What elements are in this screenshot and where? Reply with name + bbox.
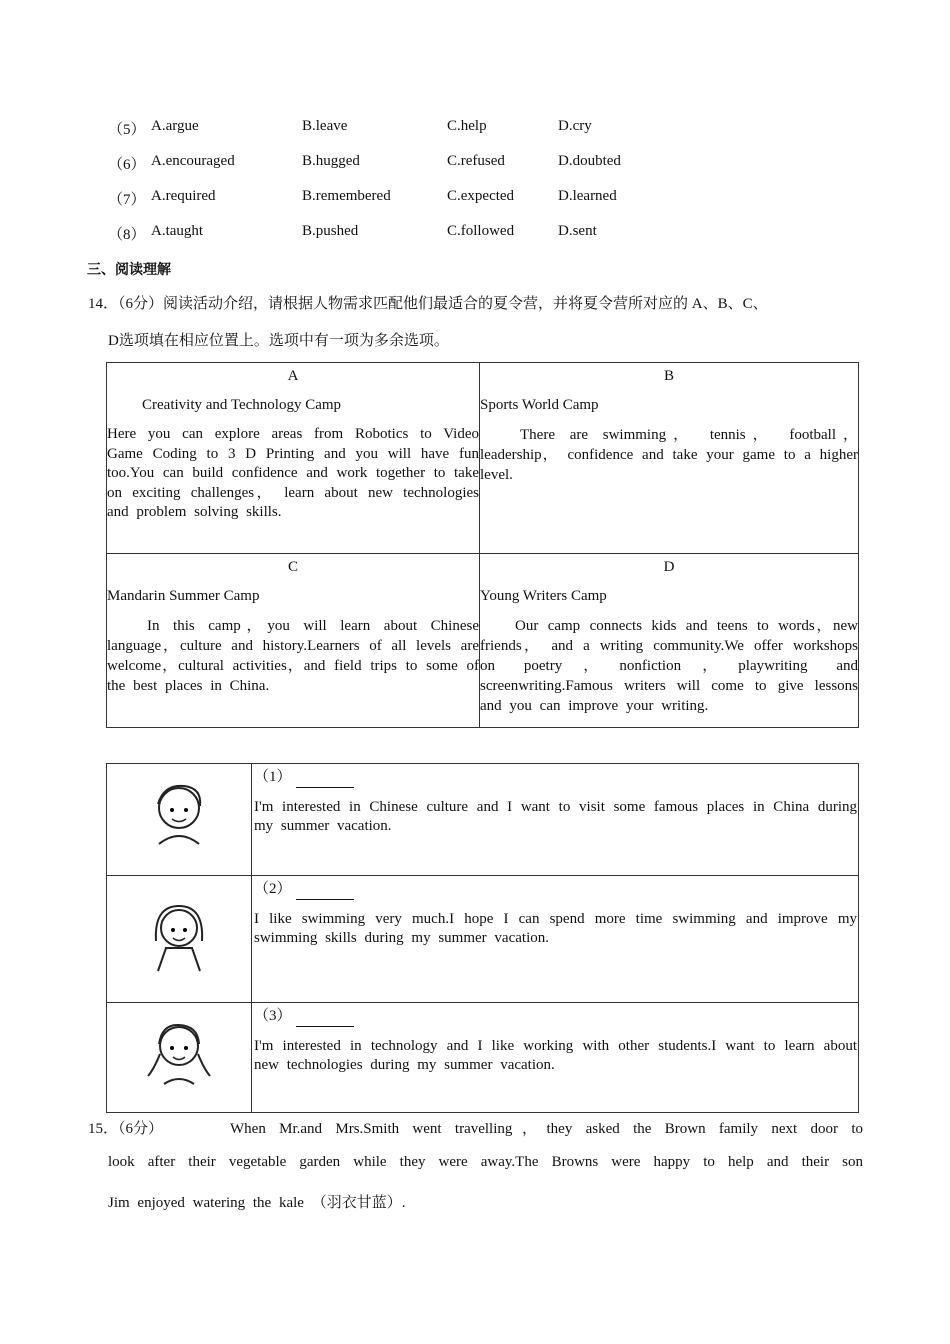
camp-letter: D	[663, 559, 675, 575]
option-num: （5）	[108, 122, 146, 138]
q15-line1: When Mr.and Mrs.Smith went travelling，they asked the Brown family next door to	[230, 1121, 863, 1137]
answer-blank[interactable]	[296, 773, 354, 788]
camp-description: Here you can explore areas from Robotics to Video Game Coding to 3 D Printing and you will have fun too.You can build confidence and work together to take on exciting challenges， learn about new technologies and problem solving skills.	[107, 426, 479, 520]
girl-short-hair-portrait-icon	[144, 896, 214, 976]
camp-letter: A	[287, 368, 299, 384]
girl-braids-portrait-icon	[144, 1014, 214, 1094]
option-d: D.sent	[558, 223, 597, 239]
person-need-cell	[252, 1003, 859, 1113]
option-num: （8）	[108, 227, 146, 243]
camp-description: In this camp，you will learn about Chinese language，culture and history.Learners of all levels are welcome，cultural activities，and field trips to some of the best places in China.	[107, 618, 479, 694]
option-b: B.pushed	[302, 223, 359, 239]
answer-blank[interactable]	[296, 1012, 354, 1027]
answer-blank[interactable]	[296, 885, 354, 900]
option-d: D.learned	[558, 188, 617, 204]
option-c: C.refused	[447, 153, 505, 169]
q15-number: 15．（6分）	[88, 1121, 164, 1137]
person-row	[107, 876, 859, 1003]
option-b: B.remembered	[302, 188, 391, 204]
option-num: （6）	[108, 157, 146, 173]
option-a: A.taught	[151, 223, 204, 239]
camp-description: Our camp connects kids and teens to words，new friends， and a writing community.We offer workshops on poetry，nonfiction，playwriting and screenwriting.Famous writers will come to give lessons and you can improve your writing.	[480, 618, 858, 714]
camp-description: There are swimming， tennis， football， leadership， confidence and take your game to a higher level.	[480, 427, 858, 483]
camp-title: Mandarin Summer Camp	[107, 587, 260, 604]
q15-line3: Jim enjoyed watering the kale （羽衣甘蓝）.	[108, 1195, 406, 1211]
person-need-text: I like swimming very much.I hope I can spend more time swimming and improve my swimming skills during my summer vacation.	[254, 910, 857, 946]
option-b: B.leave	[302, 118, 348, 134]
q14-instruction-line2: D选项填在相应位置上。选项中有一项为多余选项。	[108, 333, 449, 349]
option-a: A.argue	[151, 118, 199, 134]
option-c: C.followed	[447, 223, 515, 239]
option-b: B.hugged	[302, 153, 360, 169]
option-c: C.expected	[447, 188, 515, 204]
option-a: A.encouraged	[151, 153, 235, 169]
option-a: A.required	[151, 188, 216, 204]
camp-c-cell	[107, 554, 480, 728]
q15-line2: look after their vegetable garden while they were away.The Browns were happy to help and their son	[108, 1154, 863, 1170]
answer-number: （3）	[254, 1008, 292, 1024]
camp-letter: B	[663, 368, 674, 384]
portrait-cell	[107, 1003, 252, 1113]
person-need-text: I'm interested in Chinese culture and I want to visit some famous places in China during my summer vacation.	[254, 798, 857, 834]
section-heading: 三、阅读理解	[87, 262, 171, 278]
camp-title: Creativity and Technology Camp	[142, 396, 342, 413]
camp-d-cell	[480, 554, 859, 728]
portrait-cell	[107, 876, 252, 1003]
camp-letter: C	[287, 559, 298, 575]
portrait-cell	[107, 764, 252, 876]
q14-instruction-line1: 14．（6分）阅读活动介绍，请根据人物需求匹配他们最适合的夏令营，并将夏令营所对应的 A、B、C、	[88, 296, 768, 312]
camp-a-cell	[107, 363, 480, 554]
person-need-text: I'm interested in technology and I like working with other students.I want to learn about new technologies during my summer vacation.	[254, 1037, 857, 1073]
camp-title: Young Writers Camp	[480, 587, 607, 604]
person-row	[107, 1003, 859, 1113]
option-d: D.doubted	[558, 153, 621, 169]
answer-number: （1）	[254, 769, 292, 785]
answer-number: （2）	[254, 881, 292, 897]
option-num: （7）	[108, 192, 146, 208]
camp-b-cell	[480, 363, 859, 554]
person-need-cell	[252, 764, 859, 876]
person-need-cell	[252, 876, 859, 1003]
option-d: D.cry	[558, 118, 592, 134]
camps-table	[106, 362, 859, 728]
camp-title: Sports World Camp	[480, 396, 599, 413]
person-row	[107, 764, 859, 876]
boy-portrait-icon	[144, 776, 214, 856]
people-table	[106, 763, 859, 1113]
option-c: C.help	[447, 118, 487, 134]
